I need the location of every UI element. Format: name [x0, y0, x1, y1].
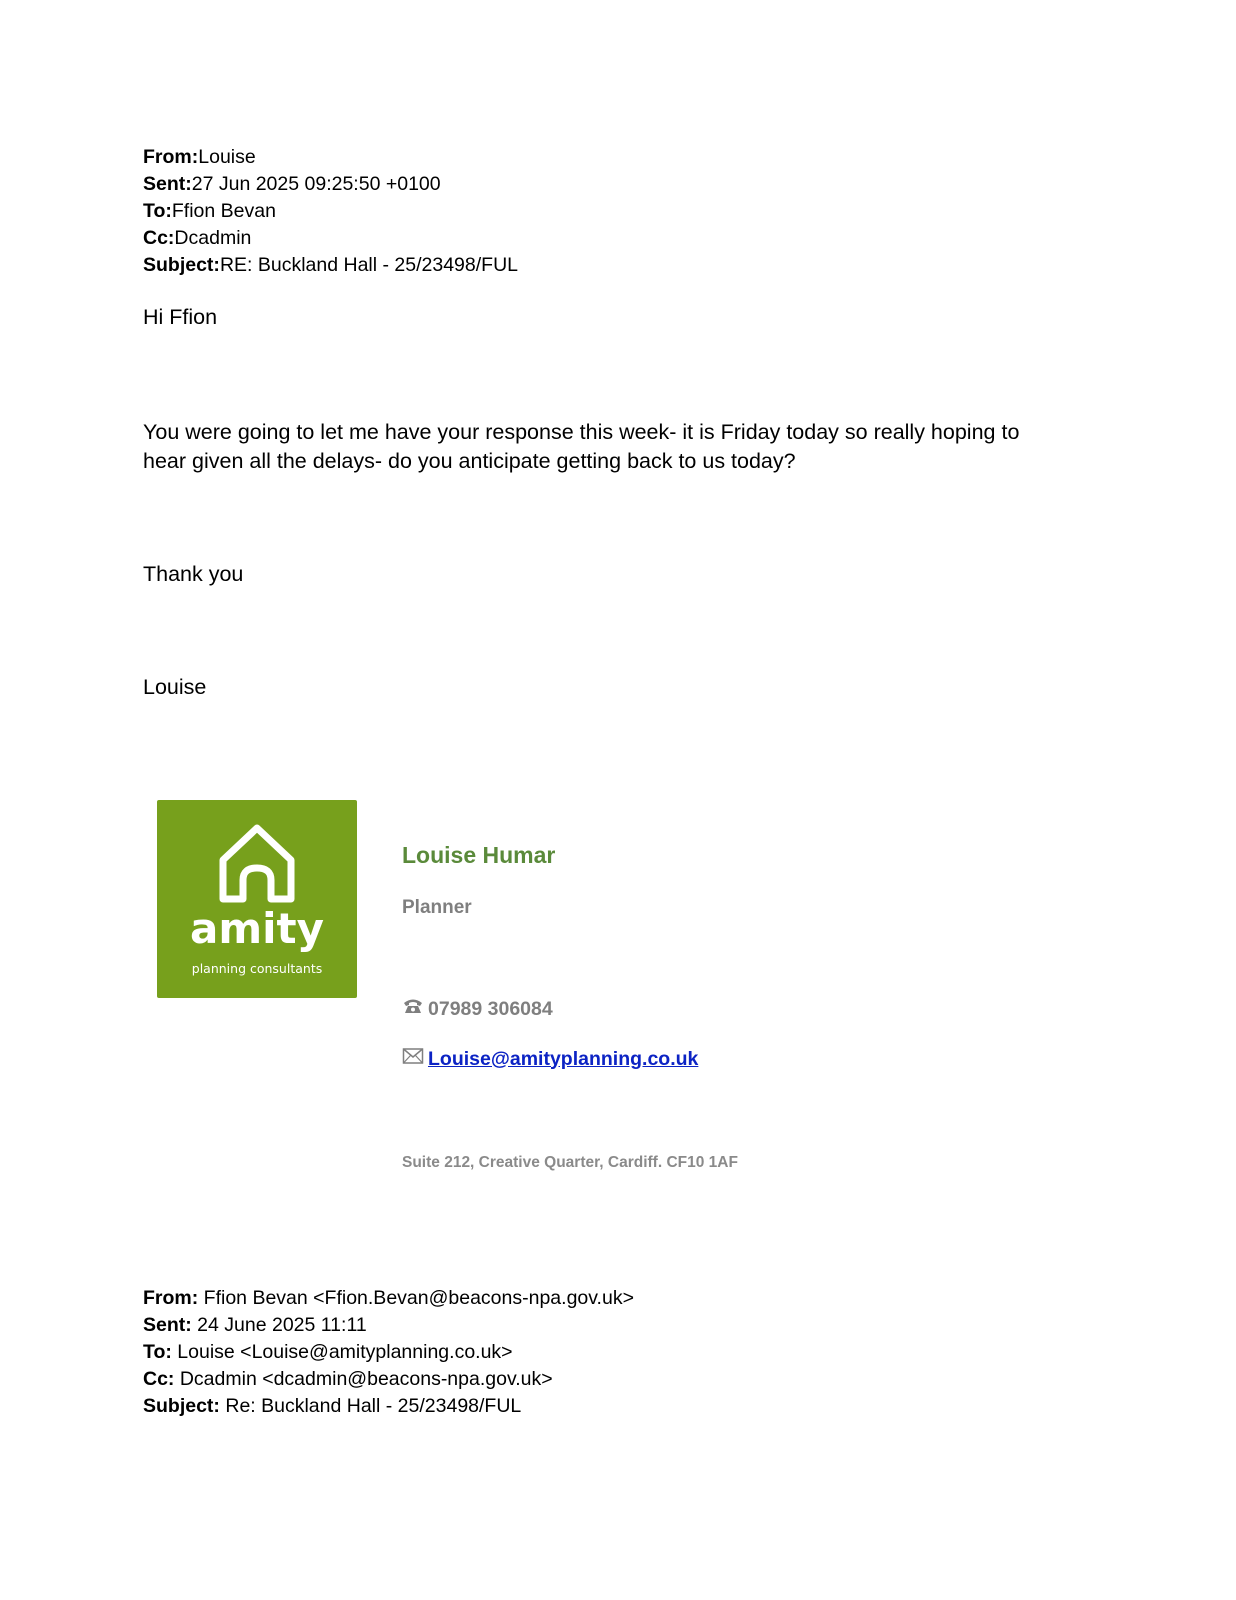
email-link[interactable]: Louise@amityplanning.co.uk: [428, 1047, 699, 1070]
from-line: [143, 144, 518, 171]
original-to-label: To:: [143, 1341, 172, 1363]
original-subject-value: Re: Buckland Hall - 25/23498/FUL: [225, 1395, 522, 1417]
greeting: Hi Ffion: [143, 305, 218, 329]
cc-value: Dcadmin: [174, 227, 252, 249]
original-from-line: [143, 1285, 634, 1312]
original-subject-line: [143, 1393, 634, 1420]
subject-value: RE: Buckland Hall - 25/23498/FUL: [219, 254, 519, 276]
phone-icon: [402, 997, 424, 1021]
sent-value: 27 Jun 2025 09:25:50 +0100: [191, 173, 441, 195]
cc-label: Cc:: [143, 227, 175, 249]
to-value: Ffion Bevan: [171, 200, 276, 222]
original-cc-label: Cc:: [143, 1368, 175, 1390]
original-to-value: Louise <Louise@amityplanning.co.uk>: [177, 1341, 513, 1363]
to-label: To:: [143, 200, 172, 222]
thanks-line: Thank you: [143, 562, 244, 586]
original-from-label: From:: [143, 1287, 199, 1309]
signature-phone: [402, 997, 553, 1021]
amity-logo: [157, 800, 357, 998]
message-paragraph: You were going to let me have your response this week- it is Friday today so really hoping to hear given all the delays- do you anticipate getting back to us today?: [143, 420, 1020, 473]
cc-line: [143, 225, 518, 252]
original-subject-label: Subject:: [143, 1395, 220, 1417]
sent-label: Sent:: [143, 173, 192, 195]
envelope-icon: [402, 1047, 424, 1071]
sent-line: [143, 171, 518, 198]
original-cc-value: Dcadmin <dcadmin@beacons-npa.gov.uk>: [179, 1368, 553, 1390]
original-sent-line: [143, 1312, 634, 1339]
original-email-header: [143, 1285, 634, 1420]
logo-tagline: planning consultants: [191, 961, 323, 976]
signature-address: Suite 212, Creative Quarter, Cardiff. CF10 1AF: [402, 1154, 738, 1171]
from-label: From:: [143, 146, 199, 168]
phone-number: 07989 306084: [428, 997, 553, 1020]
subject-line: [143, 252, 518, 279]
signature-name: Louise Humar: [402, 842, 556, 868]
original-from-value: Ffion Bevan <Ffion.Bevan@beacons-npa.gov.uk>: [203, 1287, 634, 1309]
to-line: [143, 198, 518, 225]
signoff-name: Louise: [143, 675, 207, 699]
from-value: Louise: [198, 146, 256, 168]
original-sent-label: Sent:: [143, 1314, 192, 1336]
subject-label: Subject:: [143, 254, 220, 276]
original-cc-line: [143, 1366, 634, 1393]
logo-wordmark: amity: [190, 904, 324, 953]
original-sent-value: 24 June 2025 11:11: [197, 1314, 367, 1336]
reply-email-header: [143, 144, 518, 279]
signature-title: Planner: [402, 897, 472, 918]
signature-email: [402, 1047, 698, 1071]
original-to-line: [143, 1339, 634, 1366]
